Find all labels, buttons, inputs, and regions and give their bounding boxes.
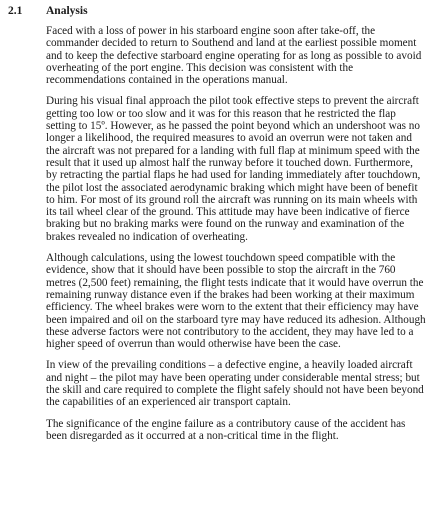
section-title: Analysis [46,5,88,17]
paragraph-approach-landing: During his visual final approach the pilot took effective steps to prevent the aircraft getting too low or too slow and it was for this reason that he restricted the flap setting to 15º. However, as he passed the point beyond which an undershoot was no longer a likelihood, the required measures to avoid an overrun were not taken and the aircraft was not prepared for a landing with full flap at minimum speed with the result that it used up almost half the runway before it touched down. Furthermore, by retracting the partial flaps he had used for landing immediately after touchdown, the pilot lost the associated aerodynamic braking which might have been of benefit to him. For most of its ground roll the aircraft was running on its main wheels with its tail wheel clear of the ground. This attitude may have been indicative of fierce braking but no braking marks were found on the runway and examination of the brakes revealed no indication of overheating. [46,95,421,243]
paragraph-braking-calculations: Although calculations, using the lowest touchdown speed compatible with the evidence, show that it should have been possible to stop the aircraft in the 760 metres (2,500 feet) remaining, the flight tests indicate that it would have overrun the remaining runway distance even if the brakes had been working at their maximum efficiency. The wheel brakes were worn to the extent that their efficiency may have been impaired and oil on the starboard tyre may have reduced its adhesion. Although these adverse factors were not contributory to the accident, they may have led to a higher speed of overrun than would otherwise have been the case. [46,252,426,351]
analysis-body [46,25,426,442]
paragraph-engine-failure-significance: The significance of the engine failure as a contributory cause of the accident has been disregarded as it occurred at a non-critical time in the flight. [46,417,406,442]
paragraph-pilot-conditions: In view of the prevailing conditions – a defective engine, a heavily loaded aircraft and night – the pilot may have been operating under considerable mental stress; but the skill and care required to complete the flight safely should not have been beyond the capabilities of an experienced air transport captain. [46,359,424,409]
section-number: 2.1 [8,5,23,17]
paragraph-engine-decision: Faced with a loss of power in his starboard engine soon after take-off, the commander decided to return to Southend and land at the earliest possible moment and to keep the defective starboard engine operating for as long as possible to avoid overheating of the port engine. This decision was consistent with the recommendations contained in the operations manual. [46,25,422,87]
